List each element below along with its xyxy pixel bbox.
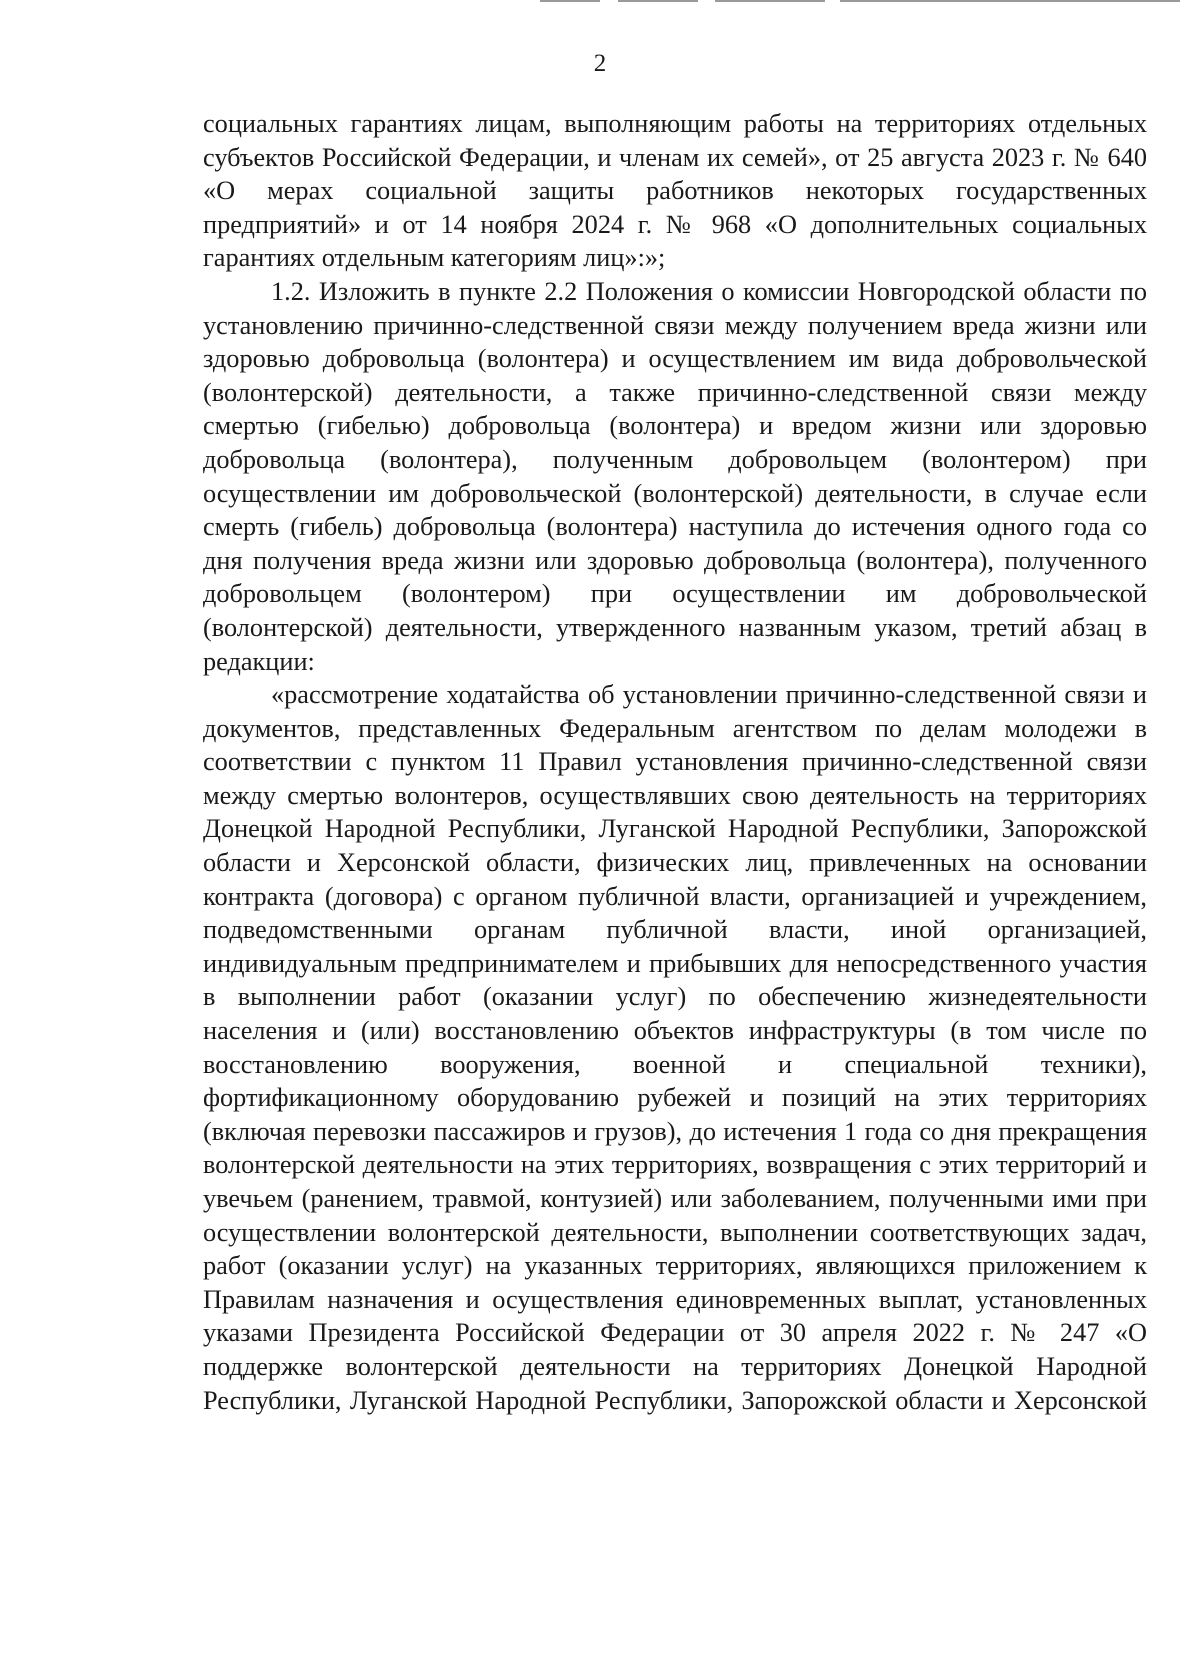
scan-edge-artifact: [540, 0, 1180, 5]
document-body: [203, 107, 1147, 1417]
paragraph-quoted-text: «рассмотрение ходатайства об установлении причинно-следственной связи и документов, представленных Федеральным агентством по делам молодежи в соответствии с пунктом 11 Правил установления причинно-следственной связи между смертью волонтеров, осуществлявших свою деятельность на территориях Донецкой Народной Республики, Луганской Народной Республики, Запорожской области и Херсонской области, физических лиц, привлеченных на основании контракта (договора) с органом публичной власти, организацией и учреждением, подведомственными органам публичной власти, иной организацией, индивидуальным предпринимателем и прибывших для непосредственного участия в выполнении работ (оказании услуг) по обеспечению жизнедеятельности населения и (или) восстановлению объектов инфраструктуры (в том числе по восстановлению вооружения, военной и специальной техники), фортификационному оборудованию рубежей и позиций на этих территориях (включая перевозки пассажиров и грузов), до истечения 1 года со дня прекращения волонтерской деятельности на этих территориях, возвращения с этих территорий и увечьем (ранением, травмой, контузией) или заболеванием, полученными ими при осуществлении волонтерской деятельности, выполнении соответствующих задач, работ (оказании услуг) на указанных территориях, являющихся приложением к Правилам назначения и осуществления единовременных выплат, установленных указами Президента Российской Федерации от 30 апреля 2022 г. № 247 «О поддержке волонтерской деятельности на территориях Донецкой Народной Республики, Луганской Народной Республики, Запорожской области и Херсонской: [203, 680, 1147, 1415]
paragraph-clause-1-2: 1.2. Изложить в пункте 2.2 Положения о комиссии Новгородской области по установлению причинно-следственной связи между получением вреда жизни или здоровью добровольца (волонтера) и осуществлением им вида добровольческой (волонтерской) деятельности, а также причинно-следственной связи между смертью (гибелью) добровольца (волонтера) и вредом жизни или здоровью добровольца (волонтера), полученным добровольцем (волонтером) при осуществлении им добровольческой (волонтерской) деятельности, в случае если смерть (гибель) добровольца (волонтера) наступила до истечения одного года со дня получения вреда жизни или здоровью добровольца (волонтера), полученного добровольцем (волонтером) при осуществлении им добровольческой (волонтерской) деятельности, утвержденного названным указом, третий абзац в редакции:: [203, 276, 1147, 676]
page-number: 2: [593, 50, 607, 77]
paragraph-continuation: социальных гарантиях лицам, выполняющим работы на территориях отдельных субъектов Российской Федерации, и членам их семей», от 25 августа 2023 г. № 640 «О мерах социальной защиты работников некоторых государственных предприятий» и от 14 ноября 2024 г. № 968 «О дополнительных социальных гарантиях отдельным категориям лиц»:»;: [203, 109, 1147, 273]
